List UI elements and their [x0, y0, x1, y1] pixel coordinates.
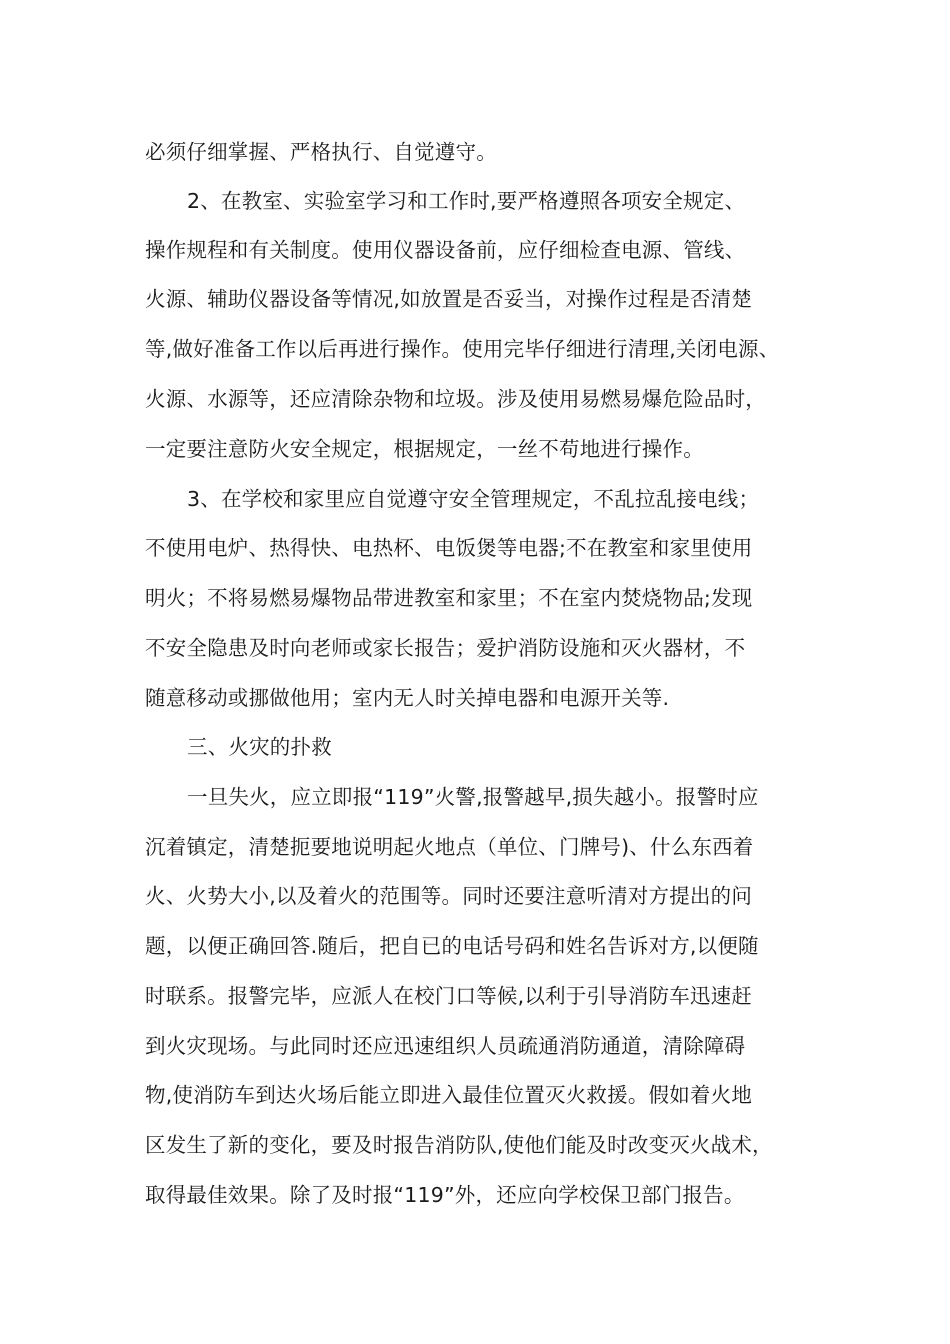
- text-line: 火源、辅助仪器设备等情况,如放置是否妥当，对操作过程是否清楚: [145, 287, 753, 311]
- text-line: 到火灾现场。与此同时还应迅速组织人员疏通消防通道，清除障碍: [145, 1034, 746, 1058]
- text-line: 区发生了新的变化，要及时报告消防队,使他们能及时改变灭火战术，: [145, 1133, 773, 1157]
- section-heading: 三、火灾的扑救: [187, 735, 332, 759]
- text-line: 火、火势大小,以及着火的范围等。同时还要注意听清对方提出的问: [145, 884, 753, 908]
- text-line: 沉着镇定，清楚扼要地说明起火地点（单位、门牌号)、什么东西着: [145, 835, 754, 859]
- text-line: 时联系。报警完毕，应派人在校门口等候,以利于引导消防车迅速赶: [145, 984, 753, 1008]
- text-line: 火源、水源等，还应清除杂物和垃圾。涉及使用易燃易爆危险品时，: [145, 387, 766, 411]
- text-line: 一定要注意防火安全规定，根据规定，一丝不苟地进行操作。: [145, 437, 704, 461]
- text-line: 2、在教室、实验室学习和工作时,要严格遵照各项安全规定、: [187, 189, 746, 213]
- text-line: 等,做好准备工作以后再进行操作。使用完毕仔细进行清理,关闭电源、: [145, 337, 780, 361]
- text-line: 操作规程和有关制度。使用仪器设备前，应仔细检查电源、管线、: [145, 238, 746, 262]
- text-line: 题，以便正确回答.随后，把自已的电话号码和姓名告诉对方,以便随: [145, 934, 759, 958]
- text-line: 随意移动或挪做他用；室内无人时关掉电器和电源开关等.: [145, 686, 670, 710]
- text-line: 物,使消防车到达火场后能立即进入最佳位置灭火救援。假如着火地: [145, 1083, 753, 1107]
- text-line: 取得最佳效果。除了及时报“119”外，还应向学校保卫部门报告。: [145, 1183, 745, 1207]
- text-line: 一旦失火，应立即报“119”火警,报警越早,损失越小。报警时应: [187, 785, 759, 809]
- text-line: 必须仔细掌握、严格执行、自觉遵守。: [145, 140, 497, 164]
- text-line: 不使用电炉、热得快、电热杯、电饭煲等电器;不在教室和家里使用: [145, 536, 753, 560]
- text-line: 不安全隐患及时向老师或家长报告；爱护消防设施和灭火器材，不: [145, 636, 746, 660]
- text-line: 3、在学校和家里应自觉遵守安全管理规定，不乱拉乱接电线；: [187, 487, 760, 511]
- text-line: 明火；不将易燃易爆物品带进教室和家里；不在室内焚烧物品;发现: [145, 586, 753, 610]
